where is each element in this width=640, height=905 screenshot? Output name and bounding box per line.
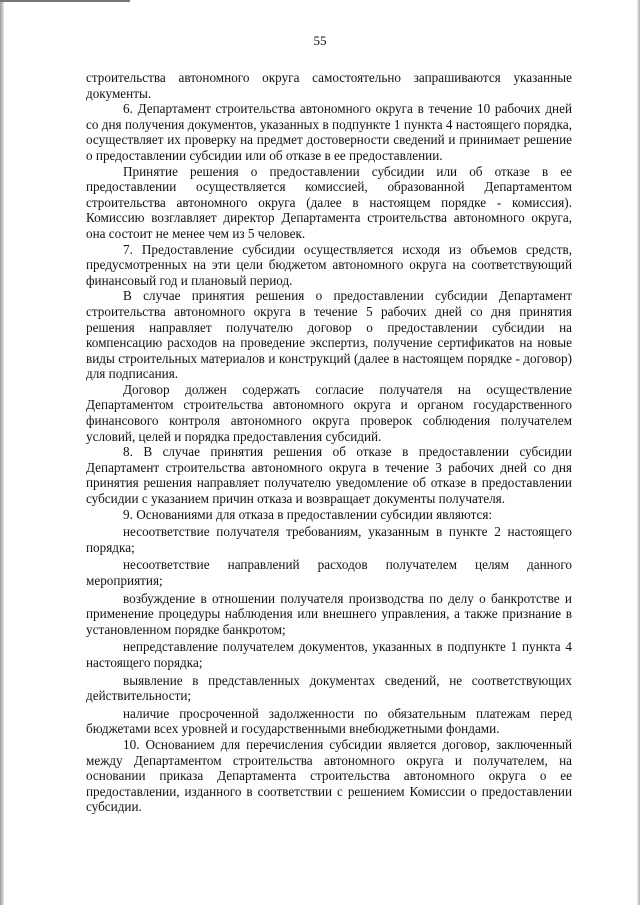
paragraph-contract-consent: Договор должен содержать согласие получателя на осуществление Департаментом строительства автономного округа и органом государственного финансового контроля автономного округа проверок соблюдения получателем условий, целей и порядка предоставления субсидий. — [86, 381, 572, 444]
paragraph-commission: Принятие решения о предоставлении субсидии или об отказе в ее предоставлении осуществляется комиссией, образованной Департаментом строительства автономного округа (далее в настоящем порядке - комиссия). Комиссию возглавляет директор Департамента строительства автономного округа, она состоит не менее чем из 5 человек. — [86, 163, 572, 241]
refusal-reason-list-item: несоответствие направлений расходов получателем целям данного мероприятия; — [86, 557, 572, 588]
paragraph-item-6: 6. Департамент строительства автономного округа в течение 10 рабочих дней со дня получения документов, указанных в подпункте 1 пункта 4 настоящего порядка, осуществляет их проверку на предмет достоверности сведений и принимает решение о предоставлении субсидии или об отказе в ее предоставлении. — [86, 101, 572, 163]
paragraph-item-10: 10. Основанием для перечисления субсидии является договор, заключенный между Департаментом строительства автономного округа и получателем, на основании приказа Департамента строительства автономного округа о ее предоставлении, изданного в соответствии с решением Комиссии о предоставлении субсидии. — [86, 736, 572, 815]
refusal-reason-list-item: возбуждение в отношении получателя производства по делу о банкротстве и применение процедуры наблюдения или внешнего управления, а также признание в установленном порядке банкротом; — [86, 590, 572, 637]
refusal-reason-list-item: несоответствие получателя требованиям, указанным в пункте 2 настоящего порядка; — [86, 524, 572, 555]
paragraph-item-8: 8. В случае принятия решения об отказе в предоставлении субсидии Департамент строительства автономного округа в течение 3 рабочих дней со дня принятия решения направляет получателю уведомление об отказе в предоставлении субсидии с указанием причин отказа и возвращает документы получателя. — [86, 444, 572, 507]
refusal-reason-list-item: наличие просроченной задолженности по обязательным платежам перед бюджетами всех уровней и государственными внебюджетными фондами. — [86, 705, 572, 737]
paragraph-item-9: 9. Основаниями для отказа в предоставлении субсидии являются: — [123, 506, 493, 522]
paragraph-continuation: строительства автономного округа самостоятельно запрашиваются указанные документы. — [86, 70, 572, 101]
scan-edge-left — [0, 0, 4, 905]
paragraph-item-7: 7. Предоставление субсидии осуществляется исходя из объемов средств, предусмотренных на эти цели бюджетом автономного округа на соответствующий финансовый год и плановый период. — [86, 241, 572, 288]
refusal-reason-list-item: непредставление получателем документов, указанных в подпункте 1 пункта 4 настоящего порядка; — [86, 639, 572, 670]
refusal-reason-list-item: выявление в представленных документах сведений, не соответствующих действительности; — [86, 672, 572, 704]
paragraph-contract-decision: В случае принятия решения о предоставлении субсидии Департамент строительства автономного округа в течение 5 рабочих дней со дня принятия решения направляет получателю договор о предоставлении субсидии на компенсацию расходов на проведение экспертиз, получение сертификатов на новые виды строительных материалов и конструкций (далее в настоящем порядке - договор) для подписания. — [86, 288, 572, 382]
scan-edge-top — [0, 0, 130, 2]
document-body — [86, 70, 572, 815]
page-number: 55 — [313, 33, 327, 48]
